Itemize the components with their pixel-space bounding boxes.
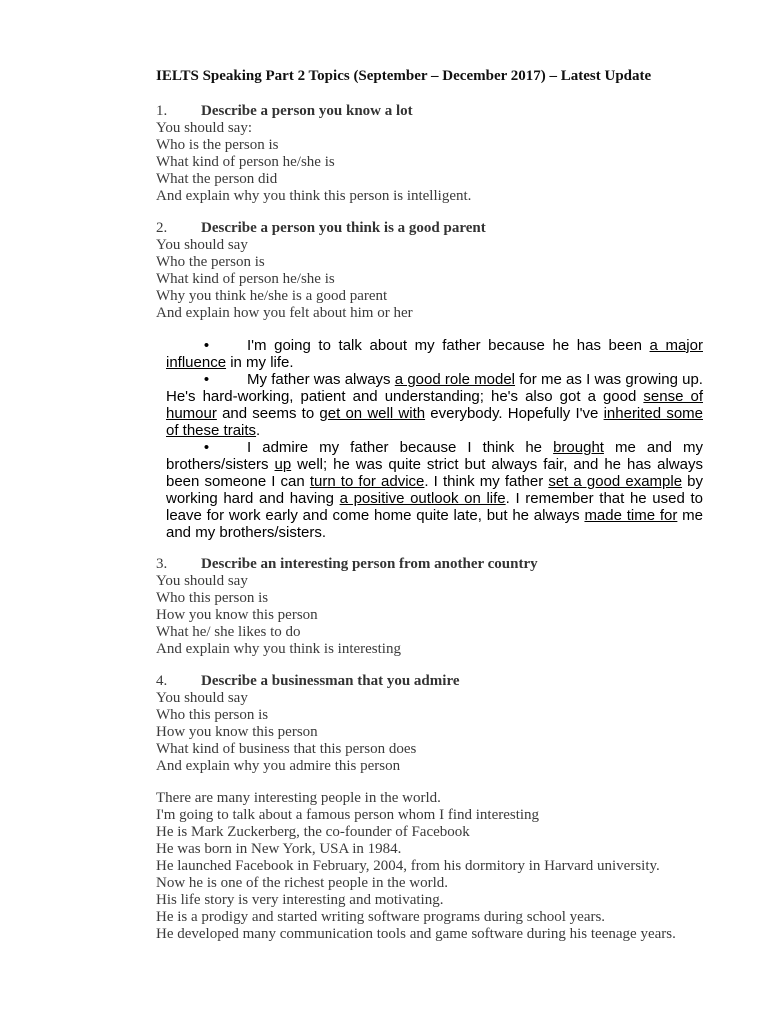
bullet-icon: • (203, 439, 210, 456)
topic-3 (156, 556, 716, 658)
prompt-line: What kind of business that this person does (156, 741, 417, 757)
vocab-phrase: set a good example (548, 473, 683, 490)
answer-line: I'm going to talk about a famous person whom I find interesting (156, 807, 540, 823)
topic-heading (156, 673, 716, 690)
prompt-line: Why you think he/she is a good parent (156, 288, 388, 304)
vocab-phrase: made time for (584, 507, 678, 524)
answer-text: . I think my father (424, 473, 549, 490)
prompt-line: Who is the person is (156, 137, 279, 153)
prompt-line: You should say: (156, 120, 252, 136)
topic-heading (156, 556, 716, 573)
vocab-phrase: a positive outlook on life (339, 490, 506, 507)
vocab-phrase: a good role model (394, 371, 516, 388)
answer-line: There are many interesting people in the world. (156, 790, 441, 806)
answer-text: My father was always (247, 371, 395, 388)
topic-number: 2. (156, 220, 168, 236)
answer-line: He is Mark Zuckerberg, the co-founder of Facebook (156, 824, 470, 840)
vocab-phrase: inherited some of these traits (166, 405, 704, 439)
vocab-phrase: a major influence (166, 337, 703, 371)
topic-2 (156, 220, 716, 322)
answer-text: . I remember that he used to leave for work early and come home quite late, but he always (166, 490, 704, 524)
prompt-line: Who this person is (156, 590, 269, 606)
topic-title: Describe a person you think is a good parent (201, 220, 486, 236)
topic-title: Describe a person you know a lot (201, 103, 413, 119)
prompt-line: What the person did (156, 171, 278, 187)
prompt-line: And explain why you admire this person (156, 758, 401, 774)
answer-line: He developed many communication tools and game software during his teenage years. (156, 926, 676, 942)
answer-text: I admire my father because I think he (247, 439, 554, 456)
answer-text: me and my brothers/sisters (166, 439, 703, 473)
answer-text: by working hard and having (166, 473, 703, 507)
answer-text: well; he was quite strict but always fair, and he has always been someone I can (166, 456, 703, 490)
topic-heading (156, 220, 716, 237)
vocab-phrase: get on well with (319, 405, 426, 422)
answer-line: His life story is very interesting and motivating. (156, 892, 444, 908)
answer-text: for me as I was growing up. He's hard-working, patient and understanding; he's also got a good (166, 371, 703, 405)
prompt-line: Who this person is (156, 707, 269, 723)
bullet-icon: • (203, 371, 210, 388)
topic-heading (156, 103, 716, 120)
bullet-paragraph-1 (166, 337, 703, 371)
prompt-line: You should say (156, 237, 248, 253)
sample-answer-paragraph (156, 790, 716, 943)
vocab-phrase: sense of humour (166, 388, 703, 422)
topic-4 (156, 673, 716, 775)
prompt-line: You should say (156, 573, 248, 589)
bullet-icon: • (203, 337, 210, 354)
topic-title: Describe an interesting person from another country (201, 556, 538, 572)
prompt-line: Who the person is (156, 254, 265, 270)
topic-number: 3. (156, 556, 168, 572)
vocab-phrase: up (274, 456, 292, 473)
document-title: IELTS Speaking Part 2 Topics (September – December 2017) – Latest Update (156, 68, 652, 84)
topic-number: 4. (156, 673, 168, 689)
prompt-line: How you know this person (156, 607, 318, 623)
prompt-line: How you know this person (156, 724, 318, 740)
answer-text: I'm going to talk about my father because he has been (247, 337, 650, 354)
prompt-line: And explain why you think is interesting (156, 641, 401, 657)
answer-line: He is a prodigy and started writing software programs during school years. (156, 909, 606, 925)
vocab-phrase: brought (553, 439, 604, 456)
bullet-paragraph-2 (166, 371, 703, 439)
answer-text: and seems to (216, 405, 320, 422)
sample-answer-bullets (166, 337, 703, 541)
bullet-paragraph-3 (166, 439, 703, 541)
prompt-line: What kind of person he/she is (156, 271, 335, 287)
prompt-line: You should say (156, 690, 248, 706)
answer-text: . (256, 422, 261, 439)
prompt-line: And explain why you think this person is intelligent. (156, 188, 472, 204)
topic-title: Describe a businessman that you admire (201, 673, 460, 689)
topic-number: 1. (156, 103, 168, 119)
answer-line: Now he is one of the richest people in the world. (156, 875, 449, 891)
answer-text: everybody. Hopefully I've (425, 405, 604, 422)
topic-1 (156, 103, 716, 205)
vocab-phrase: turn to for advice (309, 473, 425, 490)
prompt-line: And explain how you felt about him or her (156, 305, 413, 321)
answer-text: me and my brothers/sisters. (166, 507, 703, 541)
prompt-line: What he/ she likes to do (156, 624, 301, 640)
answer-text: in my life. (226, 354, 294, 371)
answer-line: He launched Facebook in February, 2004, from his dormitory in Harvard university. (156, 858, 660, 874)
answer-line: He was born in New York, USA in 1984. (156, 841, 402, 857)
prompt-line: What kind of person he/she is (156, 154, 335, 170)
